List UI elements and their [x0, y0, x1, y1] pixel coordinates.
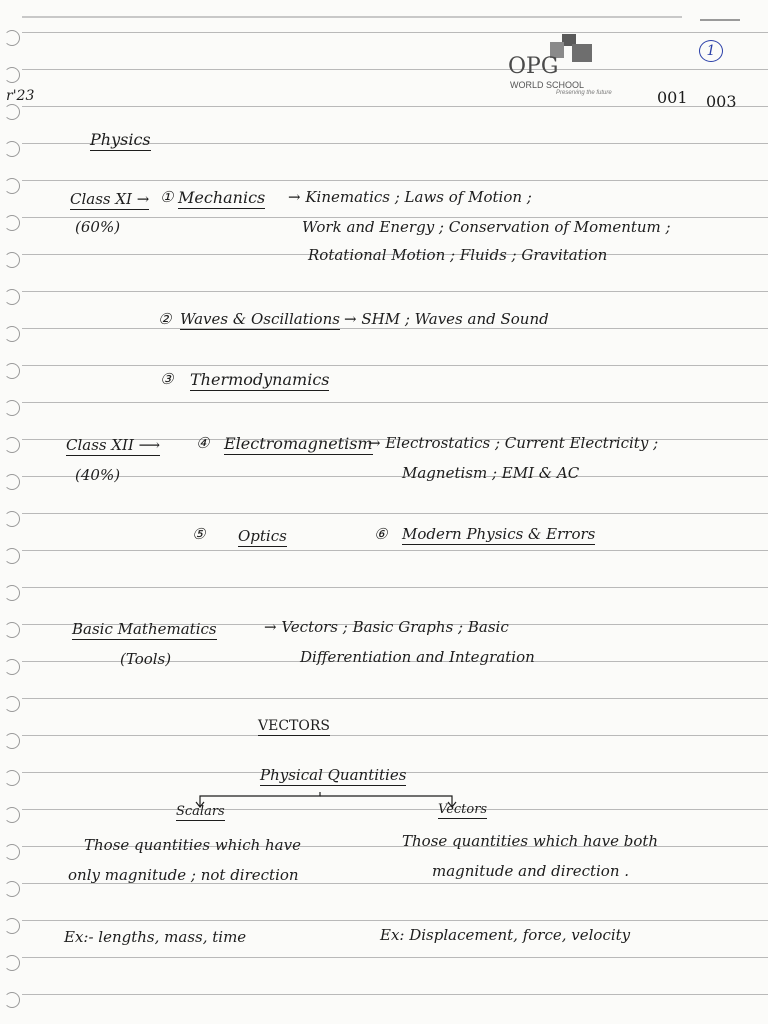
scalars-definition-line1: Those quantities which have — [84, 836, 301, 854]
topic3-number: ③ — [160, 370, 174, 388]
spiral-hole — [4, 696, 20, 712]
spiral-hole — [4, 622, 20, 638]
logo-tagline: Preserving the future — [556, 90, 612, 96]
topic1-subtopics-line3: Rotational Motion ; Fluids ; Gravitation — [308, 246, 608, 264]
logo-subtitle: WORLD SCHOOL — [510, 80, 585, 90]
basic-math-sub: (Tools) — [120, 650, 172, 668]
spiral-hole — [4, 326, 20, 342]
physical-quantities-heading: Physical Quantities — [260, 766, 407, 784]
spiral-hole — [4, 955, 20, 971]
spiral-hole — [4, 918, 20, 934]
spiral-hole — [4, 400, 20, 416]
class12-percent: (40%) — [75, 466, 121, 484]
vectors-definition-line2: magnitude and direction . — [432, 862, 630, 880]
topic4-title: Electromagnetism — [224, 434, 373, 453]
topic1-title: Mechanics — [178, 188, 266, 207]
branch-arrows — [190, 790, 480, 810]
class11-percent: (60%) — [75, 218, 121, 236]
logo-text: OPG — [508, 54, 559, 79]
topic2-subtopics: → SHM ; Waves and Sound — [344, 310, 549, 328]
scalars-heading: Scalars — [176, 804, 225, 819]
scalars-example: Ex:- lengths, mass, time — [64, 928, 247, 946]
spiral-hole — [4, 659, 20, 675]
spiral-hole — [4, 215, 20, 231]
topic4-subtopics: → Electrostatics ; Current Electricity ; — [368, 434, 659, 452]
topic2-number: ② — [158, 310, 172, 328]
spiral-hole — [4, 104, 20, 120]
school-logo — [508, 34, 628, 100]
topic4-subtopics-line2: Magnetism ; EMI & AC — [402, 464, 580, 482]
basic-math-topics: → Vectors ; Basic Graphs ; Basic — [264, 618, 509, 636]
scalars-definition-line2: only magnitude ; not direction — [68, 866, 299, 884]
basic-math-topics-line2: Differentiation and Integration — [300, 648, 535, 666]
topic6-title: Modern Physics & Errors — [402, 525, 596, 543]
vectors-example: Ex: Displacement, force, velocity — [380, 926, 631, 944]
top-rule — [22, 16, 682, 18]
spiral-hole — [4, 363, 20, 379]
spiral-hole — [4, 289, 20, 305]
class11-label: Class XI → — [70, 190, 150, 208]
spiral-hole — [4, 807, 20, 823]
topic5-number: ⑤ — [192, 525, 206, 543]
page-code-b: 003 — [706, 92, 737, 111]
spiral-hole — [4, 881, 20, 897]
spiral-hole — [4, 770, 20, 786]
topic1-subtopics: → Kinematics ; Laws of Motion ; — [288, 188, 532, 206]
page-number-circle: 1 — [699, 40, 723, 62]
topic5-title: Optics — [238, 527, 287, 545]
topic3-title: Thermodynamics — [190, 370, 330, 389]
spiral-hole — [4, 733, 20, 749]
page-code-a: 001 — [657, 88, 688, 107]
vectors-subheading: Vectors — [438, 802, 488, 817]
spiral-hole — [4, 252, 20, 268]
topic2-title: Waves & Oscillations — [180, 310, 340, 328]
spiral-hole — [4, 178, 20, 194]
spiral-hole — [4, 437, 20, 453]
topic4-number: ④ — [196, 434, 210, 452]
class12-label: Class XII ⟶ — [66, 436, 161, 454]
vectors-definition-line1: Those quantities which have both — [402, 832, 659, 850]
topic1-number: ① — [160, 188, 174, 206]
topic1-subtopics-line2: Work and Energy ; Conservation of Momentum ; — [302, 218, 671, 236]
spiral-hole — [4, 511, 20, 527]
spiral-hole — [4, 548, 20, 564]
spiral-hole — [4, 141, 20, 157]
notes-title: Physics — [90, 130, 151, 149]
topic6-number: ⑥ — [374, 525, 388, 543]
spiral-hole — [4, 992, 20, 1008]
date-fragment: r'23 — [6, 88, 35, 104]
spiral-hole — [4, 67, 20, 83]
top-rule-right — [700, 19, 740, 21]
spiral-hole — [4, 844, 20, 860]
spiral-hole — [4, 30, 20, 46]
spiral-hole — [4, 474, 20, 490]
spiral-hole — [4, 585, 20, 601]
vectors-heading: VECTORS — [258, 718, 330, 734]
basic-math-label: Basic Mathematics — [72, 620, 217, 638]
